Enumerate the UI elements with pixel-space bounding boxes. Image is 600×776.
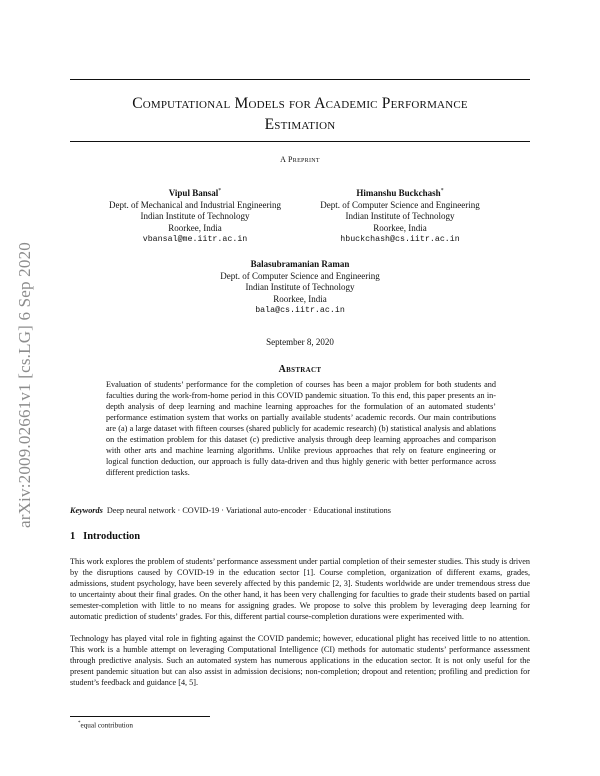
author-mark: * xyxy=(218,188,222,194)
preprint-label: A Preprint xyxy=(280,155,320,164)
intro-paragraph: This work explores the problem of students’ performance assessment under partial completion of their semester studies. This study is driven by the disruptions caused by COVID-19 in the education sector [1]. Course completion, organization of different exams, grades, admissions, student psychology, have been severely affected by this pandemic [2, 3]. Students worldwide are under tremendous stress due to uncertainty about their final grades. On the other hand, it has been very challenging for faculties to grade their students based on partial semester-completion with little to no means for assigning grades. We propose to solve this problem by leveraging deep learning for automatic prediction of students’ grades. For this, different partial course-completion durations were experimented with. xyxy=(70,557,530,621)
author-city: Roorkee, India xyxy=(273,293,327,304)
title-bottom-rule xyxy=(70,141,530,142)
author-institute: Indian Institute of Technology xyxy=(140,211,250,222)
author-name-text: Vipul Bansal xyxy=(168,188,219,198)
footnote xyxy=(78,721,133,729)
author-name-text: Balasubramanian Raman xyxy=(250,259,350,269)
abstract-text: Evaluation of students’ performance for the completion of courses has been a major problem for both students and faculties during the work-from-home period in this COVID pandemic situation. To this end, this paper presents an in-depth analysis of deep learning and machine learning approaches for the formulation of an automated students’ performance estimation system that works on partially available students’ academic records. Our main contributions are (a) a large dataset with fifteen courses (shared publicly for academic research) (b) statistical analysis and ablations on the estimation problem for this dataset (c) predictive analysis through deep learning approaches and comparison with other arts and machine learning algorithms. Unlike previous approaches that rely on feature engineering or logical function deduction, our approach is fully data-driven and thus highly generic with better performance across different prediction tasks. xyxy=(106,380,496,477)
author-email[interactable]: bala@cs.iitr.ac.in xyxy=(255,306,345,316)
author-name xyxy=(300,186,500,200)
publication-date: September 8, 2020 xyxy=(266,337,334,347)
footnote-rule xyxy=(70,716,210,717)
author-city: Roorkee, India xyxy=(168,222,222,233)
author-institute: Indian Institute of Technology xyxy=(345,211,455,222)
author-institute: Indian Institute of Technology xyxy=(245,282,355,293)
keywords-label: Keywords xyxy=(70,506,103,515)
author-dept: Dept. of Computer Science and Engineering xyxy=(220,270,380,281)
section-heading xyxy=(70,531,140,542)
author-email[interactable]: vbansal@me.iitr.ac.in xyxy=(142,235,248,245)
author-block xyxy=(95,186,295,246)
author-name-text: Himanshu Buckchash xyxy=(356,188,441,198)
author-block xyxy=(200,257,400,317)
paper-title xyxy=(70,93,530,135)
author-email[interactable]: hbuckchash@cs.iitr.ac.in xyxy=(340,235,460,245)
title-line-2: Estimation xyxy=(264,116,336,133)
footnote-text: equal contribution xyxy=(80,721,133,730)
keywords-text: Deep neural network · COVID-19 · Variational auto-encoder · Educational institutions xyxy=(106,506,391,515)
author-mark: * xyxy=(440,188,444,194)
author-dept: Dept. of Mechanical and Industrial Engineering xyxy=(109,199,281,210)
title-top-rule xyxy=(70,79,530,80)
title-line-1: Computational Models for Academic Performance xyxy=(132,95,468,112)
author-block xyxy=(300,186,500,246)
author-name xyxy=(95,186,295,200)
arxiv-stamp: arXiv:2009.02661v1 [cs.LG] 6 Sep 2020 xyxy=(15,242,34,528)
author-dept: Dept. of Computer Science and Engineering xyxy=(320,199,480,210)
section-number: 1 xyxy=(70,531,76,542)
intro-paragraph: Technology has played vital role in fighting against the COVID pandemic; however, educational plight has received little to no attention. This work is a humble attempt on leveraging Computational Intelligence (CI) methods for automatic students’ performance assessment through predictive analysis. Such an automated system has numerous applications in the education sector. It is not only useful for the present pandemic situation but can also assist in admission decisions; non-completion; dropout and retention; profiling and prediction for student’s feedback and guidance [4, 5]. xyxy=(70,634,530,687)
author-city: Roorkee, India xyxy=(373,222,427,233)
author-name xyxy=(200,257,400,271)
section-title: Introduction xyxy=(83,531,141,542)
abstract-heading: Abstract xyxy=(278,364,322,375)
footnote-mark: * xyxy=(78,721,81,726)
keywords-line xyxy=(70,506,530,515)
